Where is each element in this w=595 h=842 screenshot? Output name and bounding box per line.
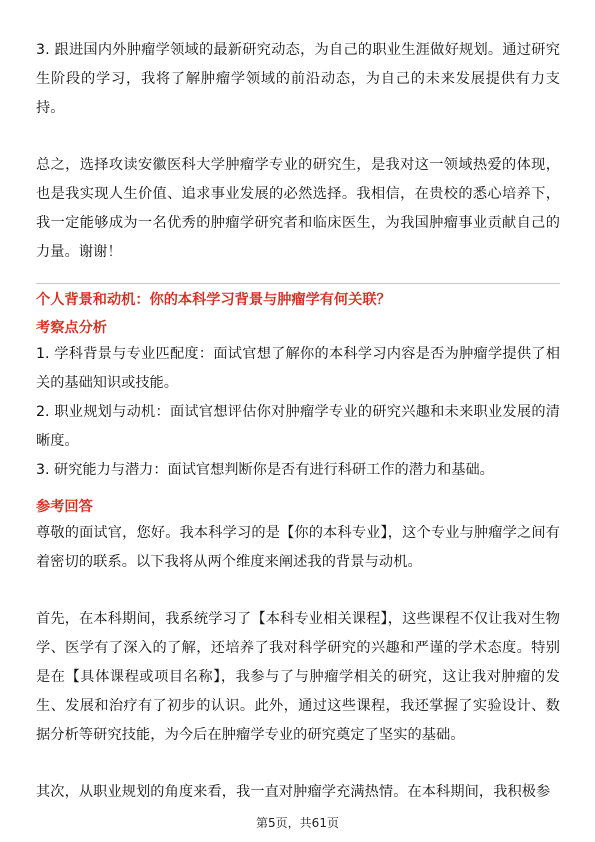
page-number-footer: 第5页，共61页	[256, 816, 339, 830]
analysis-item-1: 1. 学科背景与专业匹配度：面试官想了解你的本科学习内容是否为肿瘤学提供了相关的基础知识或技能。	[36, 346, 560, 391]
conclusion-paragraph: 总之，选择攻读安徽医科大学肿瘤学专业的研究生，是我对这一领域热爱的体现，也是我实现人生价值、追求事业发展的必然选择。我相信，在贵校的悉心培养下，我一定能够成为一名优秀的肿瘤学研究者和临床医生，为我国肿瘤事业贡献自己的力量。谢谢！	[36, 157, 560, 260]
section-divider	[36, 283, 560, 284]
question-title: 个人背景和动机：你的本科学习背景与肿瘤学有何关联？	[36, 292, 391, 308]
answer-paragraph-1: 尊敬的面试官，您好。我本科学习的是【你的本科专业】，这个专业与肿瘤学之间有着密切的联系。以下我将从两个维度来阐述我的背景与动机。	[36, 525, 560, 570]
analysis-item-3: 3. 研究能力与潜力：面试官想判断你是否有进行科研工作的潜力和基础。	[36, 462, 494, 478]
document-page	[36, 36, 560, 807]
analysis-heading: 考察点分析	[36, 320, 107, 336]
analysis-item-2: 2. 职业规划与动机：面试官想评估你对肿瘤学专业的研究兴趣和未来职业发展的清晰度。	[36, 404, 560, 449]
answer-heading: 参考回答	[36, 499, 93, 515]
answer-paragraph-3: 其次，从职业规划的角度来看，我一直对肿瘤学充满热情。在本科期间，我积极参	[36, 784, 551, 800]
answer-paragraph-2: 首先，在本科期间，我系统学习了【本科专业相关课程】，这些课程不仅让我对生物学、医学有了深入的了解，还培养了我对科学研究的兴趣和严谨的学术态度。特别是在【具体课程或项目名称】，我参与了与肿瘤学相关的研究，这让我对肿瘤的发生、发展和治疗有了初步的认识。此外，通过这些课程，我还掌握了实验设计、数据分析等研究技能，为今后在肿瘤学专业的研究奠定了坚实的基础。	[36, 611, 560, 743]
intro-point-3: 3. 跟进国内外肿瘤学领域的最新研究动态，为自己的职业生涯做好规划。通过研究生阶段的学习，我将了解肿瘤学领域的前沿动态，为自己的未来发展提供有力支持。	[36, 42, 560, 116]
